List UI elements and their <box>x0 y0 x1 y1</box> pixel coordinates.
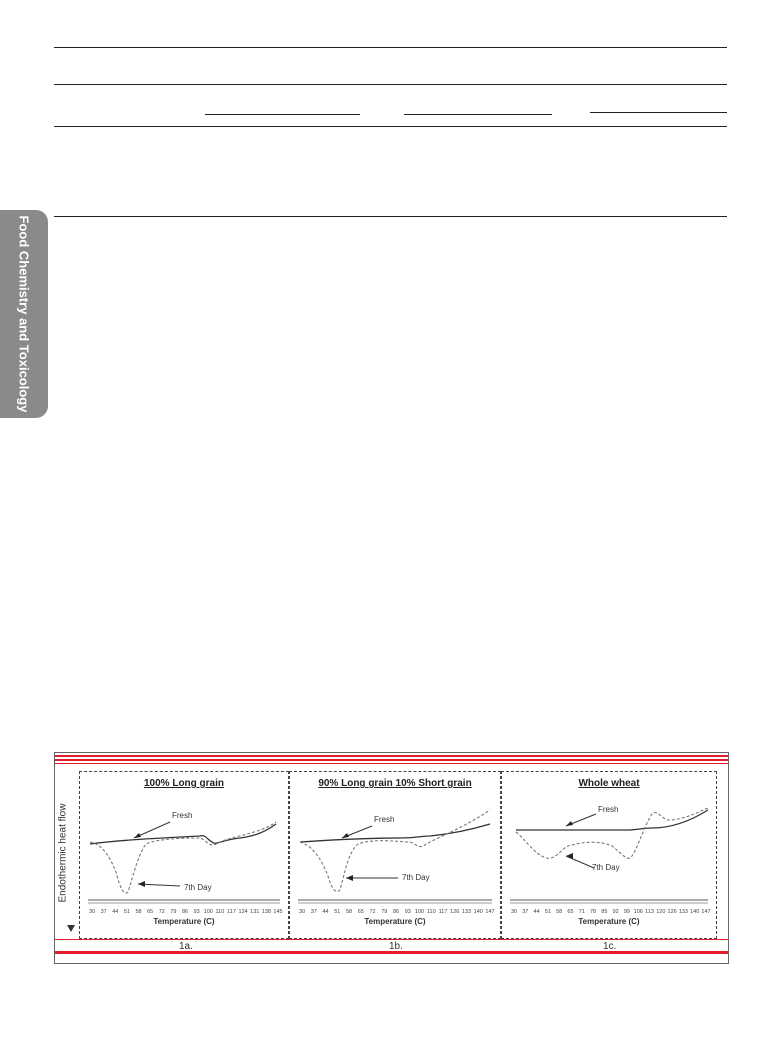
x-tick-label: 72 <box>158 909 165 915</box>
dsc-figure <box>54 752 729 964</box>
x-tick-label: 131 <box>250 909 260 915</box>
x-tick-label: 106 <box>633 909 643 915</box>
day7-series-line <box>90 822 276 893</box>
x-tick-label: 86 <box>392 909 400 915</box>
x-tick-label: 79 <box>381 909 388 915</box>
arrowhead-icon <box>134 833 141 838</box>
fresh-label: Fresh <box>172 811 193 820</box>
x-tick-label: 37 <box>310 909 317 915</box>
fresh-label: Fresh <box>374 815 395 824</box>
dsc-curve-plot <box>502 772 716 938</box>
x-tick-label: 51 <box>334 909 341 915</box>
arrowhead-icon <box>346 875 353 881</box>
x-tick-label: 58 <box>345 909 353 915</box>
x-tick-label: 85 <box>601 909 608 915</box>
column-group-rule-3 <box>590 112 727 113</box>
chart-panel-1b <box>289 771 501 939</box>
x-tick-label: 44 <box>322 909 329 915</box>
arrowhead-icon <box>342 833 349 838</box>
red-rule <box>55 939 728 940</box>
x-tick-label: 117 <box>227 909 236 915</box>
dsc-curve-plot <box>290 772 500 938</box>
table-subheader-rule <box>54 126 727 127</box>
x-tick-label: 92 <box>612 909 619 915</box>
x-tick-label: 30 <box>298 909 306 915</box>
x-tick-label: 100 <box>414 909 425 915</box>
y-axis-label: Endothermic heat flow <box>57 803 69 903</box>
x-tick-label: 145 <box>273 909 283 915</box>
x-tick-label: 51 <box>544 909 551 915</box>
x-tick-label: 140 <box>690 909 700 915</box>
x-tick-label: 72 <box>369 909 376 915</box>
x-tick-label: 120 <box>656 909 666 915</box>
x-tick-label: 133 <box>678 909 689 915</box>
chart-panel-1a <box>79 771 289 939</box>
x-tick-label: 117 <box>438 909 448 915</box>
x-axis-label: Temperature (C) <box>153 917 215 926</box>
x-tick-label: 37 <box>522 909 529 915</box>
x-tick-label: 124 <box>238 909 248 915</box>
x-tick-label: 58 <box>135 909 142 915</box>
panel-title: 90% Long grain 10% Short grain <box>318 778 472 789</box>
x-tick-label: 51 <box>123 909 130 915</box>
table-header-rule <box>54 84 727 85</box>
panel-caption-1a: 1a. <box>179 941 193 952</box>
x-tick-label: 44 <box>533 909 540 915</box>
arrowhead-icon <box>566 853 573 859</box>
x-tick-label: 71 <box>578 909 585 915</box>
day7-label: 7th Day <box>402 873 430 882</box>
x-tick-label: 133 <box>461 909 472 915</box>
x-tick-label: 37 <box>100 909 107 915</box>
column-group-rule-1 <box>205 114 360 115</box>
red-rule <box>55 755 728 757</box>
arrowhead-icon <box>138 881 145 887</box>
x-tick-label: 79 <box>170 909 177 915</box>
column-group-rule-2 <box>404 114 552 115</box>
red-rule <box>55 759 728 761</box>
x-tick-label: 100 <box>203 909 213 915</box>
x-axis-label: Temperature (C) <box>578 917 640 926</box>
panel-caption-1b: 1b. <box>389 941 403 952</box>
x-tick-label: 138 <box>261 909 271 915</box>
x-tick-label: 113 <box>645 909 654 915</box>
day7-series-line <box>300 810 490 891</box>
x-tick-label: 30 <box>510 909 518 915</box>
panel-title: 100% Long grain <box>143 778 224 789</box>
x-tick-label: 30 <box>88 909 96 915</box>
x-tick-label: 58 <box>556 909 563 915</box>
day7-series-line <box>516 808 708 858</box>
x-tick-label: 65 <box>357 909 364 915</box>
x-tick-label: 65 <box>567 909 574 915</box>
down-arrow-icon <box>67 925 75 932</box>
x-tick-label: 140 <box>473 909 483 915</box>
panel-caption-1c: 1c. <box>603 941 617 952</box>
section-tab-label: Food Chemistry and Toxicology <box>16 215 32 413</box>
x-tick-label: 78 <box>589 909 597 915</box>
x-tick-label: 126 <box>667 909 677 915</box>
day7-label: 7th Day <box>592 863 620 872</box>
x-tick-label: 147 <box>701 909 711 915</box>
x-tick-label: 110 <box>215 909 225 915</box>
x-tick-label: 147 <box>485 909 495 915</box>
day7-label: 7th Day <box>184 883 212 892</box>
x-tick-label: 93 <box>193 909 200 915</box>
x-axis-label: Temperature (C) <box>364 917 426 926</box>
x-tick-label: 86 <box>181 909 189 915</box>
table-top-rule <box>54 47 727 48</box>
x-tick-label: 99 <box>623 909 631 915</box>
chart-panel-1c <box>501 771 717 939</box>
fresh-label: Fresh <box>598 805 619 814</box>
x-tick-label: 126 <box>450 909 460 915</box>
red-rule <box>55 763 728 764</box>
x-tick-label: 110 <box>426 909 436 915</box>
table-bottom-rule <box>54 216 727 217</box>
x-tick-label: 44 <box>112 909 119 915</box>
x-tick-label: 65 <box>147 909 154 915</box>
x-tick-label: 93 <box>404 909 411 915</box>
dsc-curve-plot <box>80 772 288 938</box>
arrowhead-icon <box>566 821 573 826</box>
panel-title: Whole wheat <box>578 778 640 789</box>
